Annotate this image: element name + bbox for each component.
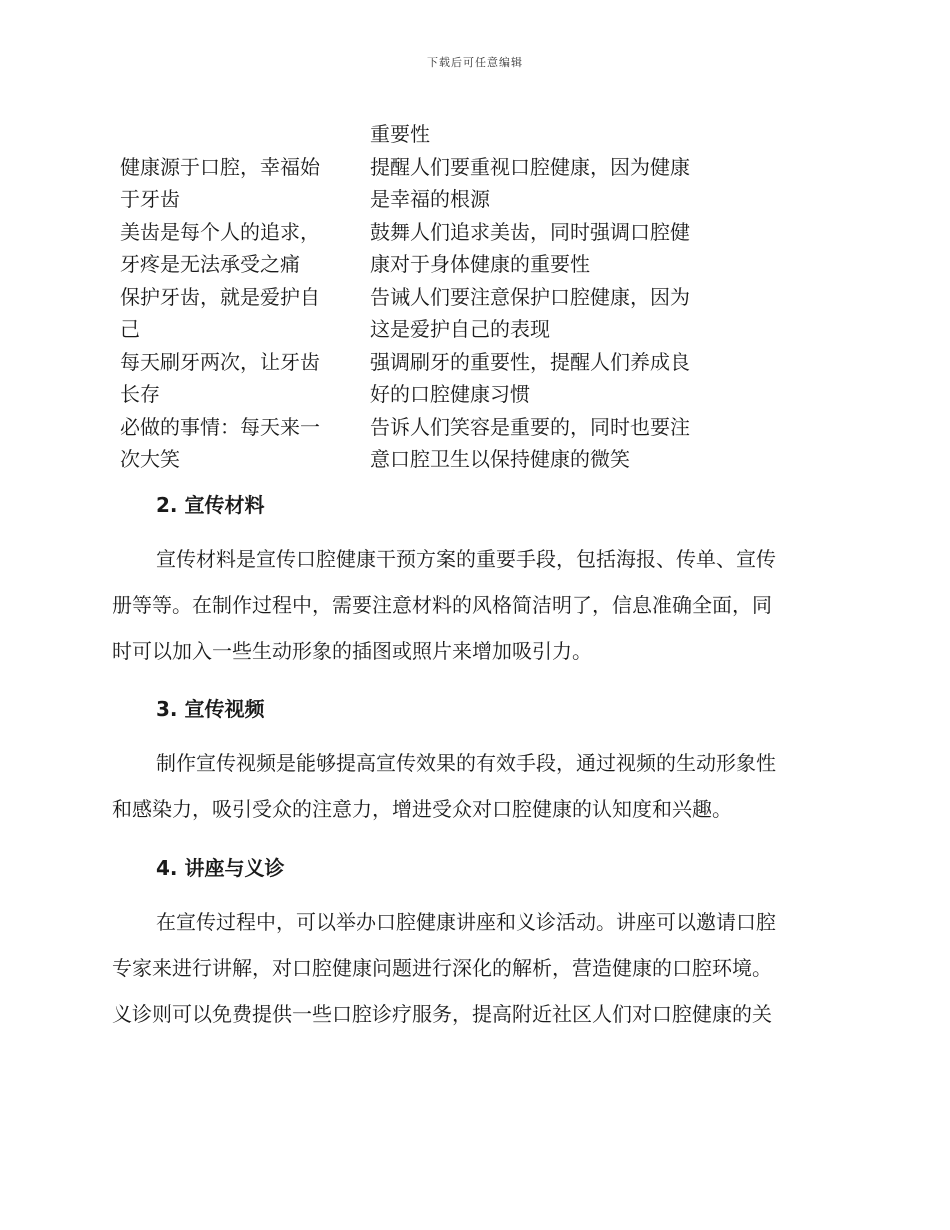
table-cell-slogan	[120, 281, 342, 345]
paragraph-line: 义诊则可以免费提供一些口腔诊疗服务，提高附近社区人们对口腔健康的关	[112, 1002, 772, 1026]
table-cell-meaning	[370, 411, 720, 475]
paragraph-line: 时可以加入一些生动形象的插图或照片来增加吸引力。	[112, 639, 592, 663]
slogan-line: 次大笑	[120, 447, 180, 471]
meaning-line: 这是爱护自己的表现	[370, 317, 550, 341]
table-row	[120, 281, 740, 345]
slogan-table	[120, 118, 740, 475]
section-lecture-clinic	[112, 853, 832, 1037]
table-cell-slogan	[120, 216, 342, 280]
section-promo-materials	[112, 490, 832, 674]
table-cell-meaning	[370, 151, 720, 215]
section-heading: 2. 宣传材料	[156, 493, 265, 517]
meaning-line: 提醒人们要重视口腔健康，因为健康	[370, 155, 690, 179]
slogan-line: 必做的事情：每天来一	[120, 415, 320, 439]
meaning-line: 是幸福的根源	[370, 187, 490, 211]
table-row	[120, 411, 740, 475]
slogan-line: 保护牙齿，就是爱护自	[120, 285, 320, 309]
meaning-line: 告诉人们笑容是重要的，同时也要注	[370, 415, 690, 439]
paragraph-line: 宣传材料是宣传口腔健康干预方案的重要手段，包括海报、传单、宣传	[156, 547, 776, 571]
table-row	[120, 216, 740, 280]
section-paragraph	[112, 899, 832, 1037]
meaning-line: 好的口腔健康习惯	[370, 382, 530, 406]
table-cell-meaning	[370, 216, 720, 280]
table-row	[120, 346, 740, 410]
table-cell-slogan	[120, 151, 342, 215]
table-cell-slogan	[120, 346, 342, 410]
meaning-line: 强调刷牙的重要性，提醒人们养成良	[370, 350, 690, 374]
slogan-line: 于牙齿	[120, 187, 180, 211]
paragraph-line: 专家来进行讲解，对口腔健康问题进行深化的解析，营造健康的口腔环境。	[112, 956, 772, 980]
paragraph-line: 在宣传过程中，可以举办口腔健康讲座和义诊活动。讲座可以邀请口腔	[156, 910, 776, 934]
slogan-line: 美齿是每个人的追求，	[120, 220, 320, 244]
section-heading: 3. 宣传视频	[156, 697, 265, 721]
table-row-continuation	[120, 118, 740, 150]
page-header: 下载后可任意编辑	[427, 56, 523, 69]
table-cell-meaning	[370, 281, 720, 345]
slogan-line: 每天刷牙两次，让牙齿	[120, 350, 320, 374]
paragraph-line: 册等等。在制作过程中，需要注意材料的风格简洁明了，信息准确全面，同	[112, 593, 772, 617]
section-heading: 4. 讲座与义诊	[156, 856, 285, 880]
section-paragraph	[112, 536, 832, 674]
slogan-line: 己	[120, 317, 140, 341]
paragraph-line: 制作宣传视频是能够提高宣传效果的有效手段，通过视频的生动形象性	[156, 751, 776, 775]
section-paragraph	[112, 740, 832, 832]
table-cell-slogan	[120, 411, 342, 475]
meaning-line: 康对于身体健康的重要性	[370, 252, 590, 276]
slogan-line: 长存	[120, 382, 160, 406]
meaning-line: 告诫人们要注意保护口腔健康，因为	[370, 285, 690, 309]
meaning-line: 意口腔卫生以保持健康的微笑	[370, 447, 630, 471]
table-cell-empty	[120, 118, 342, 150]
table-row	[120, 151, 740, 215]
slogan-line: 牙疼是无法承受之痛	[120, 252, 300, 276]
table-cell-meaning	[370, 346, 720, 410]
table-cell-meaning: 重要性	[370, 122, 430, 146]
slogan-line: 健康源于口腔，幸福始	[120, 155, 320, 179]
paragraph-line: 和感染力，吸引受众的注意力，增进受众对口腔健康的认知度和兴趣。	[112, 797, 732, 821]
section-promo-video	[112, 694, 832, 832]
meaning-line: 鼓舞人们追求美齿，同时强调口腔健	[370, 220, 690, 244]
